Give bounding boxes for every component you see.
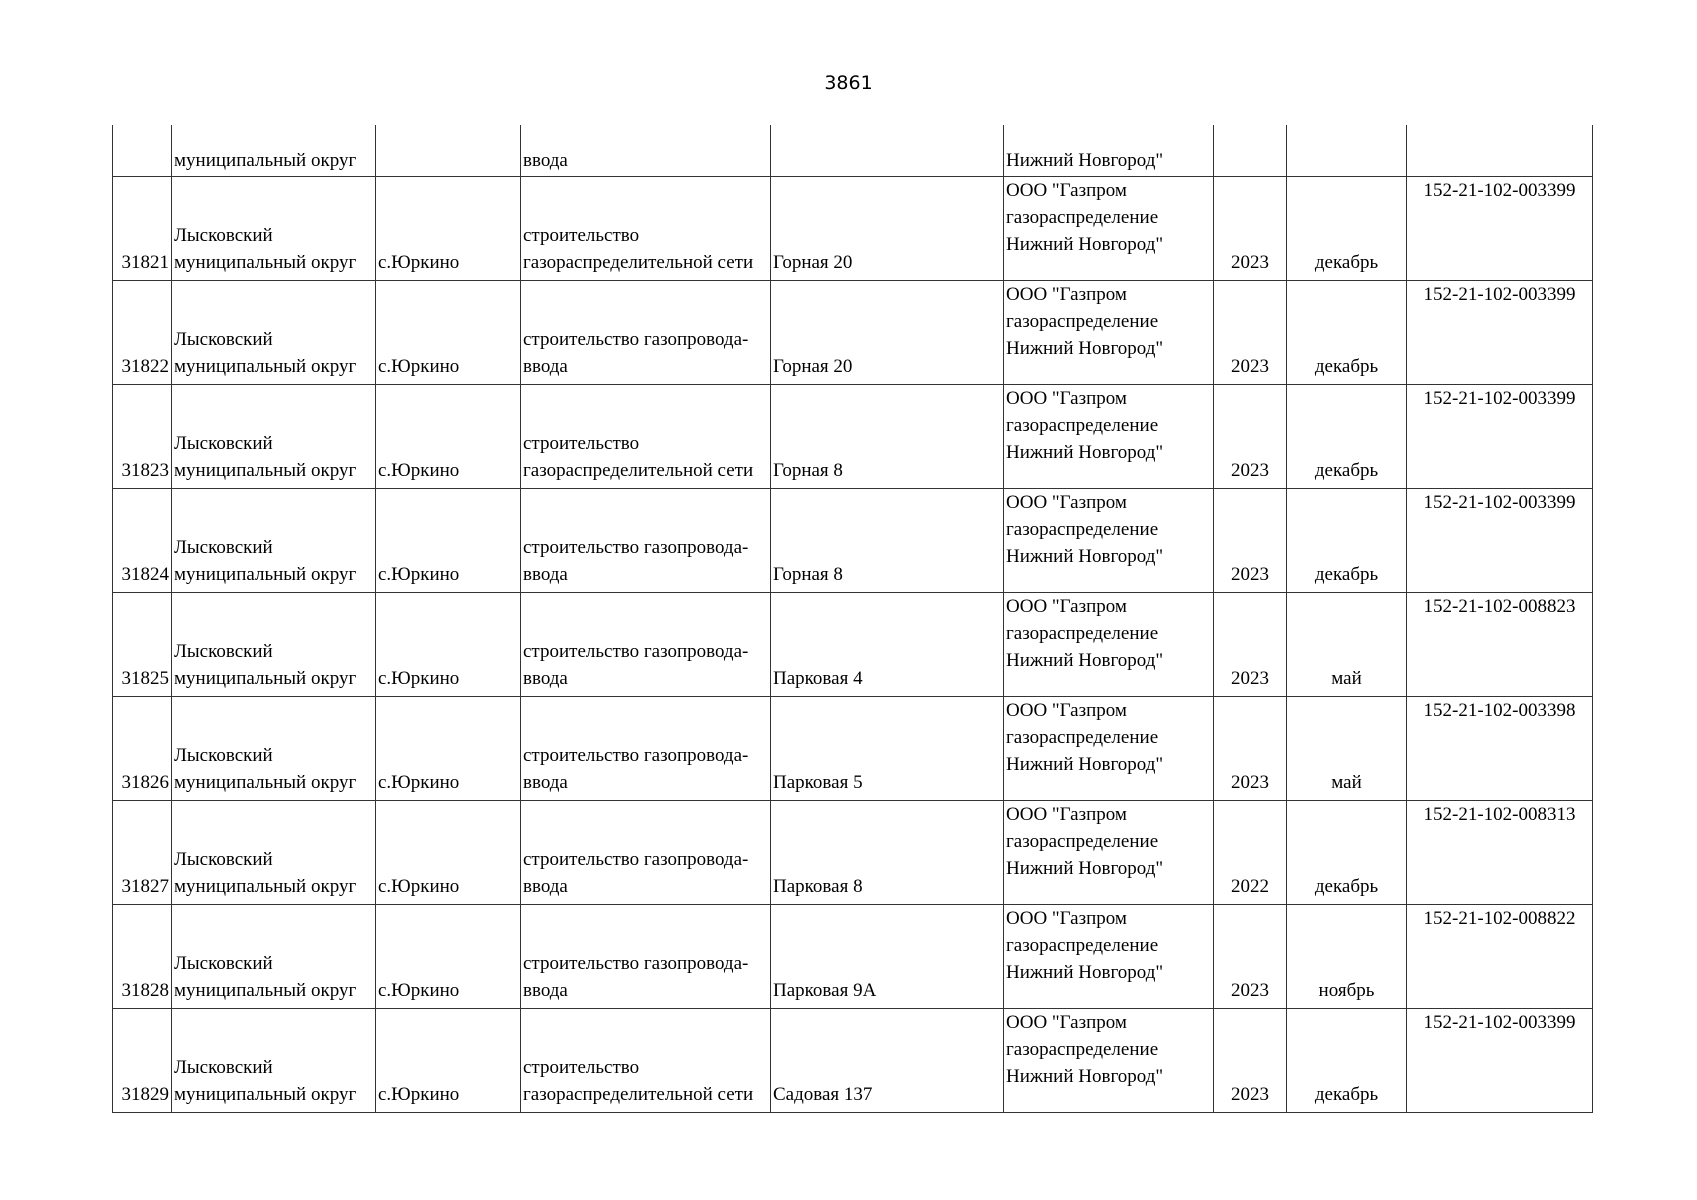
cell-code: 152-21-102-003399 (1407, 177, 1593, 281)
cell-org (1004, 177, 1214, 281)
register-table-body (113, 125, 1593, 1113)
cell-district (172, 697, 376, 801)
cell-code: 152-21-102-008822 (1407, 905, 1593, 1009)
org-line: газораспределение (1006, 935, 1159, 956)
cell-district (172, 1009, 376, 1113)
cell-year: 2023 (1214, 905, 1287, 1009)
district-line: Лысковский (174, 329, 273, 350)
district-line: муниципальный округ (174, 460, 357, 481)
cell-year (1214, 125, 1287, 177)
district-line: муниципальный округ (174, 564, 357, 585)
cell-num: 31827 (113, 801, 172, 905)
work-line: ввода (523, 668, 568, 689)
org-line: Нижний Новгород" (1006, 650, 1164, 671)
district-line: муниципальный округ (174, 252, 357, 273)
work-line: строительство газопровода- (523, 641, 749, 662)
cell-month: декабрь (1287, 1009, 1407, 1113)
cell-address: Горная 20 (771, 281, 1004, 385)
work-line: строительство газопровода- (523, 745, 749, 766)
cell-address: Горная 8 (771, 385, 1004, 489)
cell-settlement: с.Юркино (376, 905, 521, 1009)
org-line: газораспределение (1006, 311, 1159, 332)
cell-address: Парковая 5 (771, 697, 1004, 801)
district-line: муниципальный округ (174, 668, 357, 689)
cell-org (1004, 385, 1214, 489)
work-line: ввода (523, 772, 568, 793)
cell-settlement (376, 125, 521, 177)
district-line: Лысковский (174, 953, 273, 974)
cell-code: 152-21-102-003399 (1407, 385, 1593, 489)
org-line: газораспределение (1006, 415, 1159, 436)
work-line: газораспределительной сети (523, 252, 754, 273)
table-row (113, 1009, 1593, 1113)
cell-month (1287, 125, 1407, 177)
table-row (113, 697, 1593, 801)
table-row (113, 593, 1593, 697)
cell-year: 2022 (1214, 801, 1287, 905)
org-line: Нижний Новгород" (1006, 442, 1164, 463)
org-line: газораспределение (1006, 831, 1159, 852)
district-line: муниципальный округ (174, 1084, 357, 1105)
district-line: Лысковский (174, 849, 273, 870)
work-line: строительство (523, 225, 640, 246)
org-line: ООО "Газпром (1006, 180, 1127, 201)
org-line: Нижний Новгород" (1006, 234, 1164, 255)
org-line: газораспределение (1006, 519, 1159, 540)
table-row (113, 281, 1593, 385)
cell-settlement: с.Юркино (376, 385, 521, 489)
work-line: газораспределительной сети (523, 460, 754, 481)
table-row (113, 905, 1593, 1009)
work-line: ввода (523, 876, 568, 897)
cell-district (172, 177, 376, 281)
work-line: ввода (523, 356, 568, 377)
cell-org: Нижний Новгород" (1004, 125, 1214, 177)
cell-org (1004, 801, 1214, 905)
cell-org (1004, 1009, 1214, 1113)
org-line: ООО "Газпром (1006, 388, 1127, 409)
cell-month: ноябрь (1287, 905, 1407, 1009)
org-line: ООО "Газпром (1006, 700, 1127, 721)
district-line: Лысковский (174, 745, 273, 766)
org-line: ООО "Газпром (1006, 284, 1127, 305)
cell-code (1407, 125, 1593, 177)
org-line: ООО "Газпром (1006, 492, 1127, 513)
cell-org (1004, 281, 1214, 385)
work-line: строительство (523, 433, 640, 454)
cell-month: декабрь (1287, 281, 1407, 385)
continuation-row (113, 125, 1593, 177)
cell-year: 2023 (1214, 489, 1287, 593)
district-line: муниципальный округ (174, 980, 357, 1001)
cell-month: декабрь (1287, 385, 1407, 489)
cell-month: декабрь (1287, 801, 1407, 905)
cell-work (521, 281, 771, 385)
district-line: Лысковский (174, 433, 273, 454)
cell-code: 152-21-102-003399 (1407, 1009, 1593, 1113)
cell-code: 152-21-102-003398 (1407, 697, 1593, 801)
cell-address: Садовая 137 (771, 1009, 1004, 1113)
work-line: строительство газопровода- (523, 953, 749, 974)
cell-district (172, 905, 376, 1009)
cell-address: Парковая 8 (771, 801, 1004, 905)
table-row (113, 801, 1593, 905)
cell-year: 2023 (1214, 697, 1287, 801)
work-line: строительство газопровода- (523, 329, 749, 350)
org-line: газораспределение (1006, 207, 1159, 228)
cell-district (172, 489, 376, 593)
cell-work: ввода (521, 125, 771, 177)
cell-num: 31829 (113, 1009, 172, 1113)
cell-work (521, 385, 771, 489)
work-line: ввода (523, 980, 568, 1001)
cell-num: 31828 (113, 905, 172, 1009)
org-line: газораспределение (1006, 623, 1159, 644)
cell-code: 152-21-102-008823 (1407, 593, 1593, 697)
cell-month: декабрь (1287, 177, 1407, 281)
cell-org (1004, 697, 1214, 801)
cell-work (521, 489, 771, 593)
org-line: газораспределение (1006, 1039, 1159, 1060)
org-line: ООО "Газпром (1006, 908, 1127, 929)
cell-address: Горная 20 (771, 177, 1004, 281)
cell-work (521, 177, 771, 281)
cell-code: 152-21-102-008313 (1407, 801, 1593, 905)
work-line: ввода (523, 564, 568, 585)
cell-code: 152-21-102-003399 (1407, 281, 1593, 385)
org-line: ООО "Газпром (1006, 804, 1127, 825)
cell-year: 2023 (1214, 1009, 1287, 1113)
district-line: муниципальный округ (174, 356, 357, 377)
register-table (112, 125, 1593, 1113)
cell-address (771, 125, 1004, 177)
org-line: Нижний Новгород" (1006, 962, 1164, 983)
org-line: Нижний Новгород" (1006, 546, 1164, 567)
cell-address: Парковая 4 (771, 593, 1004, 697)
cell-district: муниципальный округ (172, 125, 376, 177)
cell-work (521, 1009, 771, 1113)
cell-settlement: с.Юркино (376, 593, 521, 697)
org-line: ООО "Газпром (1006, 596, 1127, 617)
cell-org (1004, 593, 1214, 697)
cell-work (521, 801, 771, 905)
cell-num (113, 125, 172, 177)
district-line: Лысковский (174, 641, 273, 662)
cell-work (521, 905, 771, 1009)
work-line: газораспределительной сети (523, 1084, 754, 1105)
cell-year: 2023 (1214, 385, 1287, 489)
district-line: Лысковский (174, 537, 273, 558)
cell-num: 31821 (113, 177, 172, 281)
org-line: Нижний Новгород" (1006, 1066, 1164, 1087)
page-number: 3861 (824, 72, 873, 94)
cell-settlement: с.Юркино (376, 281, 521, 385)
cell-settlement: с.Юркино (376, 801, 521, 905)
cell-year: 2023 (1214, 177, 1287, 281)
cell-address: Парковая 9А (771, 905, 1004, 1009)
cell-year: 2023 (1214, 281, 1287, 385)
cell-year: 2023 (1214, 593, 1287, 697)
cell-month: май (1287, 697, 1407, 801)
district-line: Лысковский (174, 225, 273, 246)
district-line: муниципальный округ (174, 772, 357, 793)
org-line: Нижний Новгород" (1006, 338, 1164, 359)
cell-num: 31826 (113, 697, 172, 801)
cell-district (172, 593, 376, 697)
district-line: муниципальный округ (174, 876, 357, 897)
cell-district (172, 801, 376, 905)
cell-settlement: с.Юркино (376, 489, 521, 593)
work-line: строительство газопровода- (523, 537, 749, 558)
cell-num: 31825 (113, 593, 172, 697)
cell-month: декабрь (1287, 489, 1407, 593)
cell-settlement: с.Юркино (376, 697, 521, 801)
cell-org (1004, 489, 1214, 593)
org-line: ООО "Газпром (1006, 1012, 1127, 1033)
cell-district (172, 385, 376, 489)
cell-address: Горная 8 (771, 489, 1004, 593)
cell-num: 31823 (113, 385, 172, 489)
org-line: Нижний Новгород" (1006, 858, 1164, 879)
cell-num: 31822 (113, 281, 172, 385)
table-row (113, 177, 1593, 281)
district-line: Лысковский (174, 1057, 273, 1078)
table-row (113, 385, 1593, 489)
org-line: газораспределение (1006, 727, 1159, 748)
cell-settlement: с.Юркино (376, 177, 521, 281)
cell-work (521, 697, 771, 801)
table-row (113, 489, 1593, 593)
cell-code: 152-21-102-003399 (1407, 489, 1593, 593)
cell-settlement: с.Юркино (376, 1009, 521, 1113)
cell-num: 31824 (113, 489, 172, 593)
cell-org (1004, 905, 1214, 1009)
cell-work (521, 593, 771, 697)
org-line: Нижний Новгород" (1006, 754, 1164, 775)
cell-month: май (1287, 593, 1407, 697)
register-sheet (112, 125, 1593, 1113)
cell-district (172, 281, 376, 385)
work-line: строительство (523, 1057, 640, 1078)
work-line: строительство газопровода- (523, 849, 749, 870)
